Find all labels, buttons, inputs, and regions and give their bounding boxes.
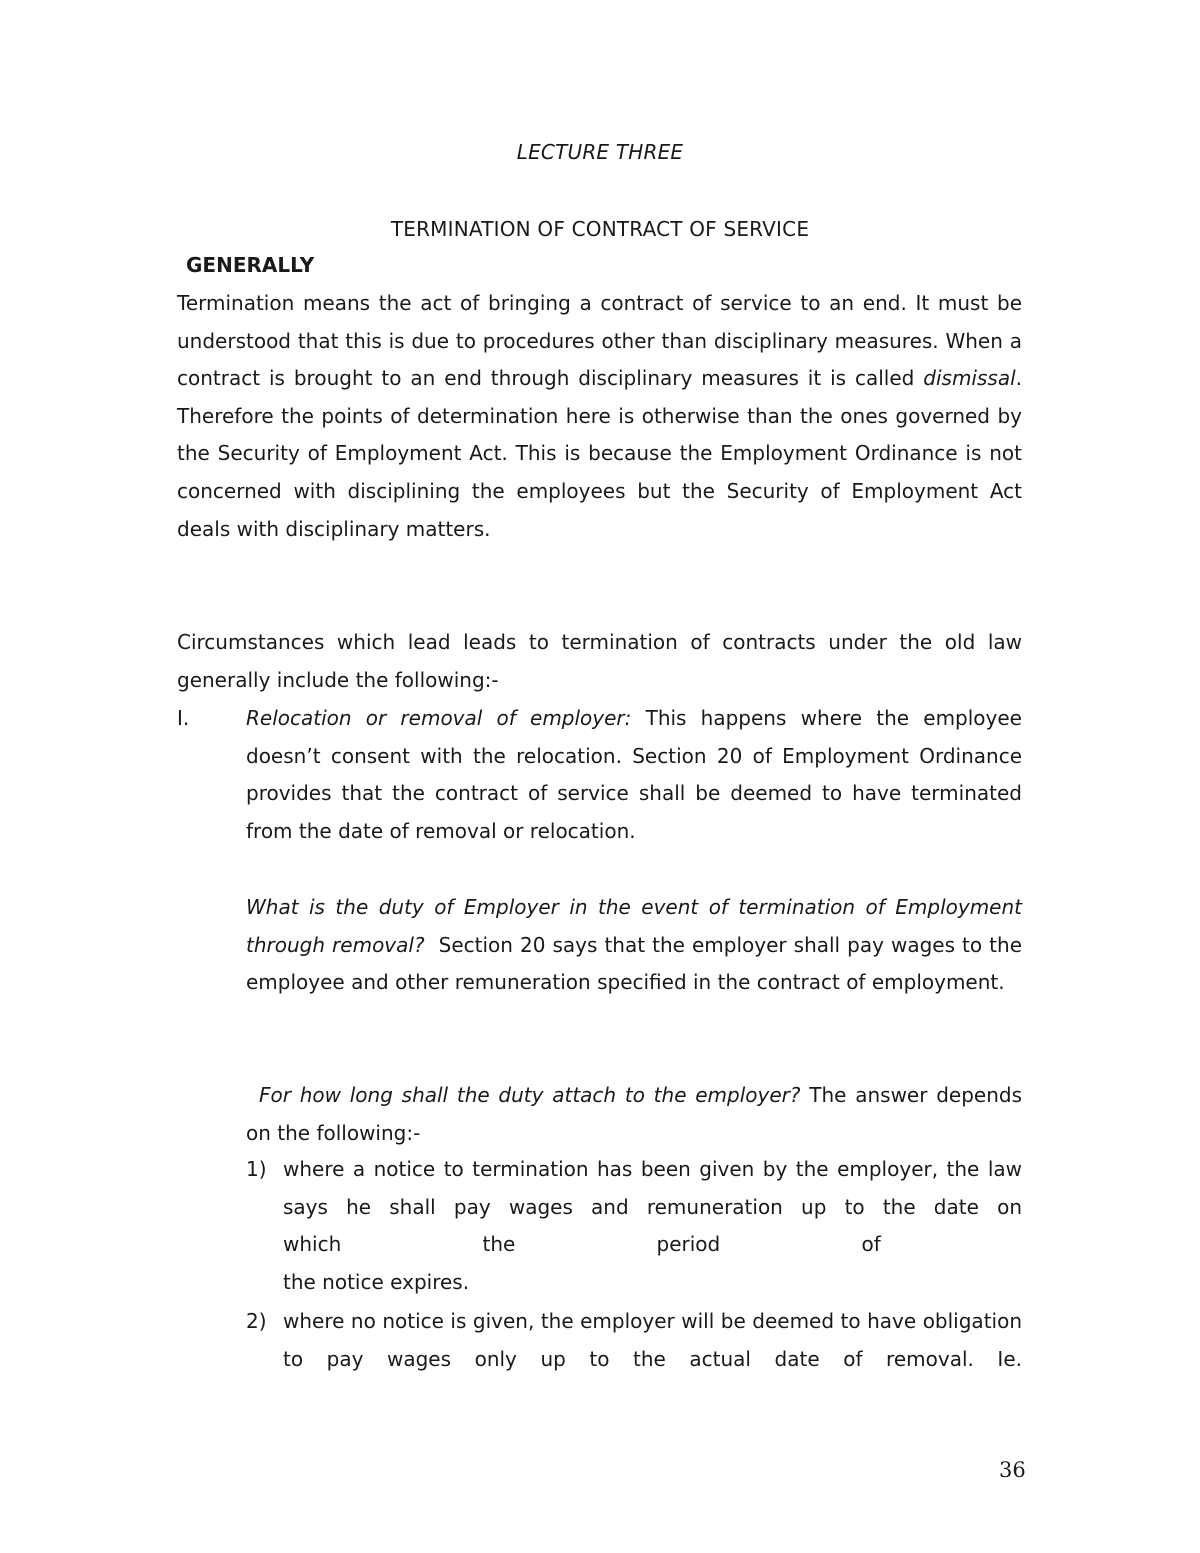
numbered-item-number: 1) [246,1157,267,1181]
paragraph-text: . Therefore the points of determination here is otherwise than the ones governed by the Security of Employment Act. This is because the Employment Ordinance is not concerned with disciplining the employees but the Security of Employment Act deals with disciplinary matters. [177,366,1022,541]
list-item-relocation [246,700,1022,850]
question-duration-of-duty [246,1077,1022,1152]
chapter-title: TERMINATION OF CONTRACT OF SERVICE [390,217,810,241]
numbered-item-text: where a notice to termination has been given by the employer, the law says he shall pay wages and remuneration up to the date on [283,1157,1022,1219]
spread-word: period [656,1232,721,1257]
numbered-item-no-notice: where no notice is given, the employer will be deemed to have obligation to pay wages only up to the actual date of removal. Ie. [283,1309,1022,1371]
list-item-number: I. [177,706,190,730]
paragraph-text: Termination means the act of bringing a contract of service to an end. It must be understood that this is due to procedures other than disciplinary measures. When a contract is brought to an end through disciplinary measures it is called [177,291,1022,391]
paragraph-termination-definition [177,285,1022,548]
answer-text: The answer depends on the following:- [246,1083,1022,1145]
question-duty-of-employer [246,889,1029,1002]
numbered-item-last-line: the notice expires. [283,1269,470,1294]
spread-word: which [283,1232,342,1257]
list-item-heading: Relocation or removal of employer: [246,706,632,730]
lecture-title: LECTURE THREE [516,140,684,164]
question-text: For how long shall the duty attach to the employer? [259,1083,801,1107]
spread-word: the [482,1232,516,1257]
answer-text: Section 20 says that the employer shall pay wages to the employee and other remuneration specified in the contract of employment. [246,932,1029,995]
spread-line [283,1226,1022,1264]
dismissal-term: dismissal [923,366,1016,391]
numbered-item-notice-given [283,1151,1022,1301]
paragraph-circumstances: Circumstances which lead leads to termination of contracts under the old law generally include the following:- [177,630,1022,692]
question-text: What is the duty of Employer in the event of termination of Employment through removal? [246,895,1022,957]
section-heading: GENERALLY [186,253,315,277]
list-item-text: This happens where the employee doesn’t consent with the relocation. Section 20 of Employment Ordinance provides that the contract of service shall be deemed to have terminated from the date of removal or relocation. [246,706,1022,843]
page-number: 36 [999,1458,1026,1482]
numbered-item-number: 2) [246,1309,267,1333]
spread-word: of [861,1232,881,1257]
